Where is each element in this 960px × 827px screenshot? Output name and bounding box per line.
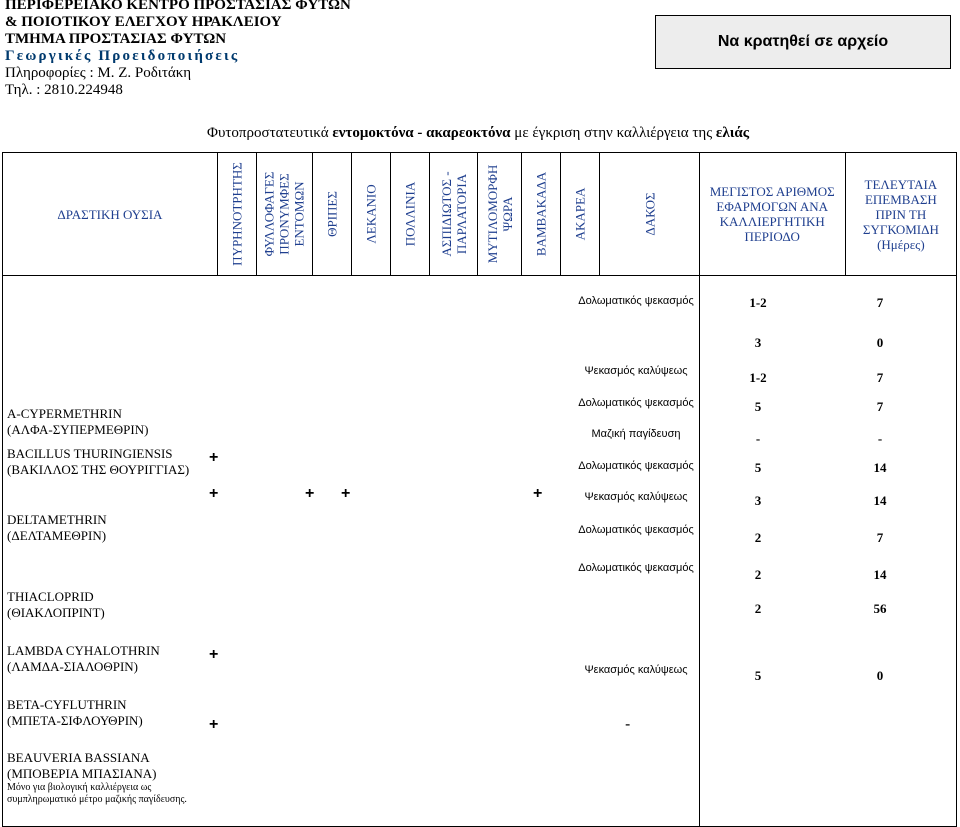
- header-pest: [217, 153, 256, 276]
- preharvest-days: 14: [873, 460, 887, 475]
- preharvest-days: 7: [876, 530, 884, 545]
- max-applications: 1-2: [749, 370, 767, 385]
- header-preharvest-interval: [845, 153, 956, 276]
- preharvest-days: 14: [873, 567, 887, 582]
- archive-notice-label: Να κρατηθεί σε αρχείο: [717, 33, 889, 50]
- header-preharvest-interval-label: ΤΕΛΕΥΤΑΙΑ ΕΠΕΜΒΑΣΗ ΠΡΙΝ ΤΗ ΣΥΓΚΟΜΙΔΗ (Ημέρες): [862, 176, 939, 252]
- header-active-substance-label: ΔΡΑΣΤΙΚΗ ΟΥΣΙΑ: [57, 206, 163, 222]
- preharvest-days: 56: [873, 601, 887, 616]
- max-applications: 2: [754, 530, 762, 545]
- subtitle-bold-2: ελιάς: [715, 125, 750, 141]
- pest-label: ΑΣΠΙΔΙΩΤΟΣ - ΠΑΡΛΑΤΟΡΙΑ: [438, 171, 469, 257]
- pest-label: ΒΑΜΒΑΚΑΔΑ: [533, 171, 549, 257]
- max-applications: 2: [754, 567, 762, 582]
- header-org-line2: & ΠΟΙΟΤΙΚΟΥ ΕΛΕΓΧΟΥ ΗΡΑΚΛΕΙΟΥ: [5, 14, 282, 30]
- max-applications: 1-2: [749, 295, 767, 310]
- substance-greek: (ΘΙΑΚΛΟΠΡΙΝΤ): [7, 605, 105, 620]
- subtitle-text-2: με έγκριση στην καλλιέργεια της: [510, 125, 716, 141]
- mark-plus: +: [533, 485, 543, 502]
- max-applications: 3: [754, 493, 762, 508]
- header-active-substance: [3, 153, 218, 276]
- pest-label: ΦΥΛΛΟΦΑΓΕΣ ΠΡΟΝΥΜΦΕΣ ΕΝΤΟΜΩΝ: [261, 171, 307, 257]
- header-pest: [478, 153, 522, 276]
- substance-name: A-CYPERMETHRIN: [7, 406, 122, 421]
- header-max-applications-label: ΜΕΓΙΣΤΟΣ ΑΡΙΘΜΟΣ ΕΦΑΡΜΟΓΩΝ ΑΝΑ ΚΑΛΛΙΕΡΓΗΤΙΚΗ ΠΕΡΙΟΔΟ: [709, 184, 835, 244]
- header-pest: [561, 153, 600, 276]
- method: Ψεκασμός καλύψεως: [584, 365, 688, 377]
- document-subtitle: [207, 125, 749, 142]
- preharvest-days: 7: [876, 370, 884, 385]
- substance-greek: (ΔΕΛΤΑΜΕΘΡΙΝ): [7, 528, 107, 543]
- substance-greek: (ΜΠΟΒΕΡΙΑ ΜΠΑΣΙΑΝΑ): [7, 766, 157, 781]
- subtitle-text: Φυτοπροστατευτικά: [207, 125, 333, 141]
- substance-name: BETA-CYFLUTHRIN: [7, 697, 127, 712]
- header-pest: [600, 153, 699, 276]
- preharvest-days: 14: [873, 493, 887, 508]
- header-contact: Πληροφορίες : Μ. Ζ. Ροδιτάκη: [5, 65, 192, 81]
- preharvest-days: -: [877, 431, 883, 446]
- method: Δολωματικός ψεκασμός: [578, 295, 694, 307]
- method: Δολωματικός ψεκασμός: [578, 562, 694, 574]
- preharvest-days: 7: [876, 295, 884, 310]
- mark-plus: +: [209, 716, 219, 733]
- method: Δολωματικός ψεκασμός: [578, 397, 694, 409]
- substance-greek: (ΛΑΜΔΑ-ΣΙΑΛΟΘΡΙΝ): [7, 659, 139, 674]
- subtitle-bold: εντομοκτόνα - ακαρεοκτόνα: [332, 125, 511, 141]
- max-applications: 5: [754, 460, 762, 475]
- substance-greek: (ΑΛΦΑ-ΣΥΠΕΡΜΕΘΡΙΝ): [7, 422, 149, 437]
- substance-greek: (ΜΠΕΤΑ-ΣΙΦΛΟΥΘΡΙΝ): [7, 713, 143, 728]
- archive-notice: [655, 15, 951, 69]
- method: Μαζική παγίδευση: [591, 428, 681, 440]
- substance-greek: (ΒΑΚΙΛΛΟΣ ΤΗΣ ΘΟΥΡΙΓΓΙΑΣ): [7, 462, 190, 477]
- header-phone: Τηλ. : 2810.224948: [5, 82, 123, 98]
- substance-name: DELTAMETHRIN: [7, 512, 107, 527]
- method: Ψεκασμός καλύψεως: [584, 664, 688, 676]
- substance-name: BEAUVERIA BASSIANA: [7, 750, 150, 765]
- preharvest-days: 0: [876, 668, 884, 683]
- substance-name: THIACLOPRID: [7, 589, 94, 604]
- mark-plus: +: [209, 485, 219, 502]
- header-max-applications: [699, 153, 845, 276]
- max-applications: 5: [754, 668, 762, 683]
- max-applications: 2: [754, 601, 762, 616]
- pest-label: ΜΥΤΙΛΟΜΟΡΦΗ ΨΩΡΑ: [484, 164, 515, 264]
- header-pest: [521, 153, 560, 276]
- header-warnings-title: Γεωργικές Προειδοποιήσεις: [5, 48, 240, 64]
- pest-label: ΑΚΑΡΕΑ: [572, 187, 588, 241]
- substance-name: LAMBDA CYHALOTHRIN: [7, 643, 160, 658]
- max-applications: 3: [754, 335, 762, 350]
- mark-plus: +: [341, 485, 351, 502]
- header-pest: [351, 153, 390, 276]
- pest-label: ΠΥΡΗΝΟΤΡΗΤΗΣ: [229, 162, 245, 266]
- max-applications: -: [755, 431, 761, 446]
- method: Ψεκασμός καλύψεως: [584, 491, 688, 503]
- max-applications: 5: [754, 399, 762, 414]
- substance-beauveria: [7, 750, 197, 806]
- pest-label: ΠΟΛΛΙΝΙΑ: [402, 181, 418, 247]
- header-pest: [430, 153, 478, 276]
- mark-plus: +: [305, 485, 315, 502]
- method: Δολωματικός ψεκασμός: [578, 460, 694, 472]
- preharvest-days: 7: [876, 399, 884, 414]
- mark-dash: -: [625, 716, 631, 733]
- substance-note: Μόνο για βιολογική καλλιέργεια ως συμπληρωματικό μέτρο μαζικής παγίδευσης.: [7, 782, 187, 805]
- pest-label: ΛΕΚΑΝΙΟ: [363, 184, 379, 244]
- preharvest-days: 0: [876, 335, 884, 350]
- pest-label: ΔΑΚΟΣ: [642, 192, 658, 236]
- header-pest: [257, 153, 313, 276]
- header-org-line1: ΠΕΡΙΦΕΡΕΙΑΚΟ ΚΕΝΤΡΟ ΠΡΟΣΤΑΣΙΑΣ ΦΥΤΩΝ: [5, 0, 351, 13]
- table-values-overlay: [0, 274, 960, 704]
- header-pest: [312, 153, 351, 276]
- mark-plus: +: [209, 449, 219, 466]
- header-department: ΤΜΗΜΑ ΠΡΟΣΤΑΣΙΑΣ ΦΥΤΩΝ: [5, 31, 227, 47]
- header-pest: [391, 153, 430, 276]
- pest-label: ΘΡΙΠΕΣ: [324, 191, 340, 237]
- method: Δολωματικός ψεκασμός: [578, 524, 694, 536]
- substance-name: BACILLUS THURINGIENSIS: [7, 446, 173, 461]
- mark-plus: +: [209, 646, 219, 663]
